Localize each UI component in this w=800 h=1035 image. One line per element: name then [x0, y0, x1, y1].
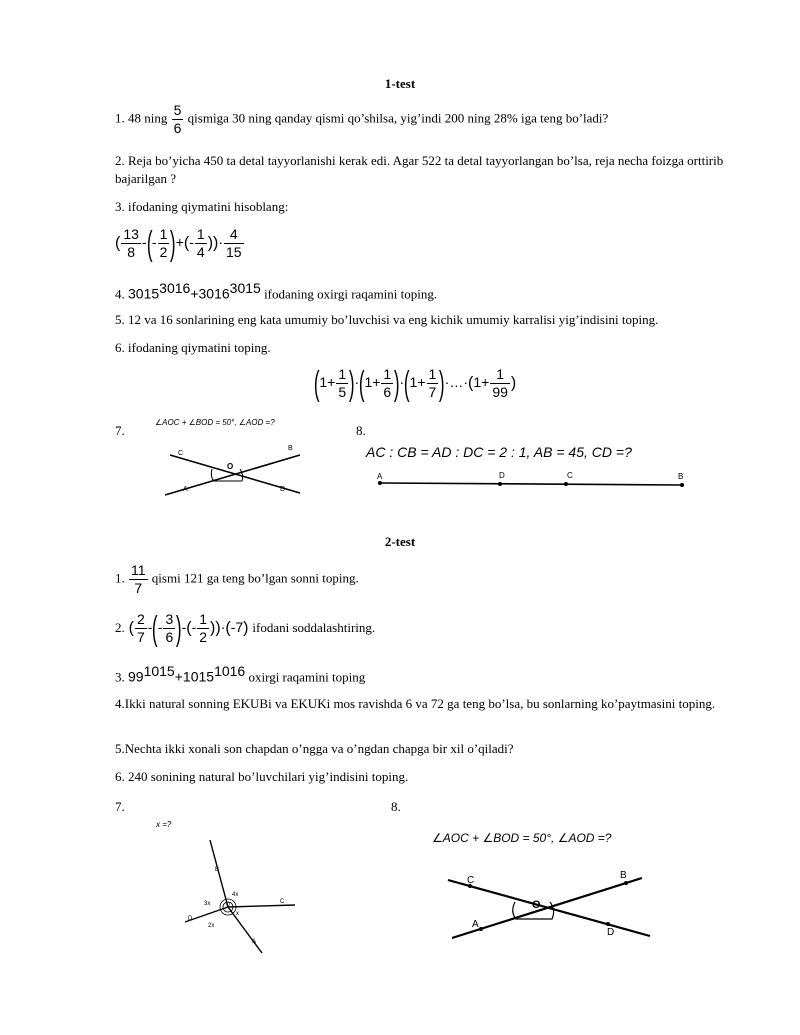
test1-title: 1-test — [384, 76, 416, 91]
t1-question-5: 5. 12 va 16 sonlarining eng kata umumiy bo’luvchisi va eng kichik umumiy karralisi yig’indisini toping. — [115, 312, 659, 327]
svg-text:D: D — [280, 486, 286, 493]
t1-angle-figure — [150, 413, 310, 503]
svg-text:A: A — [183, 486, 188, 493]
svg-text:C: C — [467, 875, 475, 886]
svg-text:AC : CB = AD : DC = 2 : 1, AB: AC : CB = AD : DC = 2 : 1, AB = 45, CD =? — [366, 444, 632, 460]
svg-text:2x: 2x — [208, 923, 215, 929]
svg-text:D: D — [188, 916, 193, 922]
t1-question-2: 2. Reja bo’yicha 450 ta detal tayyorlanishi kerak edi. Agar 522 ta detal tayyorlangan bo’lsa, reja necha foizga orttirib bajarilgan ? — [115, 153, 724, 186]
svg-text:C: C — [178, 450, 184, 457]
t2-question-7-number: 7. — [115, 799, 125, 814]
t1-segment-figure — [360, 435, 700, 495]
svg-text:∠AOC + ∠BOD = 50°, ∠AOD =?: ∠AOC + ∠BOD = 50°, ∠AOD =? — [432, 831, 612, 845]
svg-text:∠AOC + ∠BOD = 50°, ∠AOD =?: ∠AOC + ∠BOD = 50°, ∠AOD =? — [155, 418, 275, 427]
t1-question-1: 1. 48 ning $\frac{5}{6}$ qismiga 30 ning qanday qismi qo’shilsa, yig’indi 200 ning 28% iga teng bo’ladi? — [115, 102, 609, 136]
t2-question-1: 1. $\frac{11}{7}$ qismi 121 ga teng bo’lgan sonni toping. — [115, 562, 359, 596]
svg-text:x =?: x =? — [156, 820, 172, 829]
t2-angle-figure-2 — [430, 822, 670, 947]
svg-text:B: B — [620, 870, 627, 881]
svg-text:B: B — [215, 867, 220, 873]
svg-text:4x: 4x — [232, 892, 239, 898]
t2-question-8-number: 8. — [391, 799, 401, 814]
svg-text:A: A — [472, 919, 479, 930]
t2-angle-figure — [150, 815, 310, 960]
t1-question-6-expression: (1+ $\frac{1}{5}$ )·(1+ $\frac{1}{6}$ )·(1+ $\frac{1}{7}$ )·…·(1+ $\frac{1}{99}$ ) — [313, 364, 517, 403]
svg-text:O: O — [226, 902, 230, 908]
t1-question-8-number: 8. — [356, 423, 366, 438]
svg-text:B: B — [678, 472, 684, 481]
t2-question-6: 6. 240 sonining natural bo’luvchilari yig’indisini toping. — [115, 769, 409, 784]
svg-text:O: O — [227, 462, 234, 471]
svg-text:A: A — [252, 939, 257, 945]
svg-text:3x: 3x — [204, 901, 211, 907]
fraction: $\frac{5}{6}$ — [173, 102, 182, 136]
t2-question-2: 2. ( $\frac{2}{7}$ -(- $\frac{3}{6}$ )-(- $\frac{1}{2}$ ))·(-7) ifodani soddalashtiring. — [115, 609, 376, 648]
t2-question-5: 5.Nechta ikki xonali son chapdan o’ngga va o’ngdan chapga bir xil o’qiladi? — [115, 741, 514, 756]
svg-text:B: B — [288, 445, 293, 452]
t2-question-4: 4.Ikki natural sonning EKUBi va EKUKi mos ravishda 6 va 72 ga teng bo’lsa, bu sonlarning ko’paytmasini toping. — [115, 696, 716, 711]
svg-text:C: C — [280, 899, 285, 905]
svg-text:A: A — [377, 472, 383, 481]
test2-title: 2-test — [384, 534, 416, 549]
t1-question-3-text: 3. ifodaning qiymatini hisoblang: — [115, 199, 289, 214]
svg-text:D: D — [499, 471, 505, 480]
t1-question-3-expression: ( $\frac{13}{8}$ -(- $\frac{1}{2}$ )+(- $\frac{1}{4}$ ))· $\frac{4}{15}$ — [115, 224, 242, 263]
svg-text:x: x — [236, 911, 239, 917]
svg-text:C: C — [567, 471, 573, 480]
svg-text:D: D — [607, 927, 615, 938]
svg-text:O: O — [532, 899, 541, 911]
t1-question-4: 4. $3015^{3016}+3016^{3015}$ ifodaning oxirgi raqamini toping. — [115, 280, 438, 302]
t2-question-3: 3. $99^{1015}+1015^{1016}$ oxirgi raqamini toping — [115, 663, 366, 685]
t1-question-7-number: 7. — [115, 423, 125, 438]
t1-question-6-text: 6. ifodaning qiymatini toping. — [115, 340, 271, 355]
